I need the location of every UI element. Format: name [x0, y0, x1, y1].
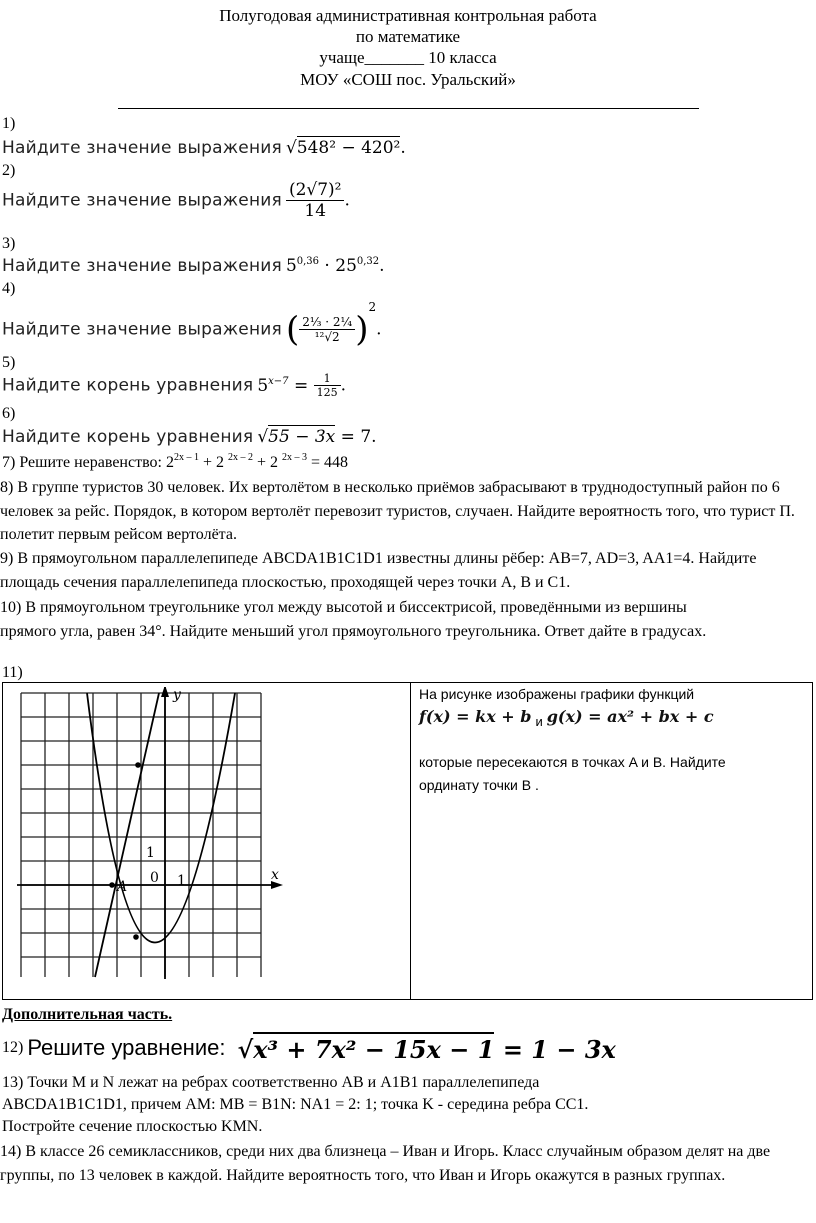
task3-tail: . [379, 256, 385, 276]
task3-expression [286, 256, 385, 276]
task12-radicand: x³ + 7x² − 15x − 1 [253, 1032, 494, 1064]
task5-lhs [257, 376, 313, 396]
task11-graph [13, 687, 293, 992]
point-a-label: A [117, 879, 128, 895]
task3-base2: 25 [335, 256, 357, 276]
point-a-marker [109, 882, 115, 888]
y-axis-arrow [161, 687, 169, 697]
task5-fraction [314, 372, 341, 399]
task5-number: 5) [2, 354, 16, 371]
task7-exp2: 2x – 2 [228, 452, 253, 463]
task13-line2: ABCDA1B1C1D1, причем AM: MB = B1N: NA1 = 2: 1; точка K - середина ребра CC1. [2, 1096, 589, 1113]
task6-radicand: 55 − 3x [268, 427, 336, 447]
task4 [2, 300, 382, 349]
task1-text: Найдите значение выражения [2, 138, 282, 158]
task12-equation: √x³ + 7x² − 15x − 1 = 1 − 3x [237, 1035, 615, 1064]
point-on-line-marker [135, 762, 141, 768]
task6-expression: √55 − 3x = 7. [257, 427, 377, 447]
task14-text: 14) В классе 26 семиклассников, среди них два близнеца – Иван и Игорь. Класс случайным образом делят на две группы, по 13 человек в каждой. Найдите вероятность того, что Иван и Игорь окажутся в разных группах. [0, 1143, 771, 1184]
header-title-line1: Полугодовая административная контрольная работа [219, 6, 597, 25]
task11-question-line2: ординату точки B . [419, 777, 539, 793]
task2-number: 2) [2, 162, 16, 179]
task10-text: 10) В прямоугольном треугольнике угол между высотой и биссектрисой, проведёнными из вершины прямого угла, равен 34°. Найдите меньший угол прямоугольного треугольника. Ответ дайте в градусах. [0, 599, 707, 640]
task2-denominator: 14 [304, 201, 327, 221]
task4-tail: . [376, 319, 382, 340]
task3-number: 3) [2, 235, 16, 252]
task5 [2, 372, 346, 399]
task2 [2, 180, 350, 221]
task4-text: Найдите значение выражения [2, 319, 282, 340]
task7-prefix: 7) Решите неравенство: 2 [2, 454, 174, 471]
function-f-formula: f(x) = kx + b [419, 707, 532, 726]
task13-line1: 13) Точки M и N лежат на ребрах соответственно AB и A1B1 параллелепипеда [2, 1074, 540, 1091]
task4-left-paren: ( [285, 309, 300, 350]
task3-exp1: 0,36 [296, 256, 320, 267]
task4-numerator: 2⅓ · 2¼ [299, 315, 355, 330]
task9-text: 9) В прямоугольном параллелепипеде ABCDA1B1C1D1 известны длины рёбер: AB=7, AD=3, AA1=4. Найдите площадь сечения параллелепипеда плоскостью, проходящей через точки A, B и C1. [0, 550, 757, 591]
task11-number: 11) [2, 664, 23, 681]
task4-fraction [299, 315, 355, 344]
table-divider [410, 683, 411, 999]
task2-text: Найдите значение выражения [2, 190, 282, 211]
task3-text: Найдите значение выражения [2, 256, 282, 276]
task6-rhs: = 7. [335, 427, 377, 447]
task13-line3: Постройте сечение плоскостью KMN. [2, 1118, 263, 1135]
task4-denominator: ¹²√2 [314, 329, 340, 344]
task1-tail: . [400, 138, 406, 158]
task2-fraction [286, 180, 345, 221]
task1 [2, 136, 406, 158]
task3-exp2: 0,32 [356, 256, 380, 267]
origin-label: 0 [150, 870, 159, 886]
task4-outer-exponent: 2 [368, 300, 377, 314]
task1-expression: √548² − 420². [285, 138, 406, 158]
line-f-graph [95, 693, 159, 977]
task12-rhs: = 1 − 3x [502, 1035, 616, 1064]
y-axis-label: y [173, 687, 181, 703]
task4-right-paren: ) [355, 309, 369, 350]
task1-number: 1) [2, 115, 16, 132]
header-school: МОУ «СОШ пос. Уральский» [300, 70, 516, 89]
header-subject: по математике [355, 27, 461, 46]
task11-functions [419, 707, 714, 729]
point-on-parabola-marker [133, 934, 139, 940]
extra-section-title: Дополнительная часть. [2, 1006, 173, 1023]
task6-text: Найдите корень уравнения [2, 427, 254, 447]
task5-base: 5 [257, 375, 269, 396]
task7 [2, 452, 348, 472]
task2-tail: . [344, 190, 350, 211]
task2-numerator: (2√7)² [286, 180, 345, 201]
task7-plus1: + 2 [198, 454, 228, 471]
task1-radicand: 548² − 420² [296, 138, 401, 158]
task5-text: Найдите корень уравнения [2, 375, 254, 396]
task5-numerator: 1 [314, 372, 341, 386]
task11-and: и [535, 714, 543, 729]
task7-plus2: + 2 [253, 454, 283, 471]
function-g-formula: g(x) = ax² + bx + c [546, 707, 714, 726]
task12-number: 12) [2, 1039, 24, 1056]
header-rule [118, 108, 699, 109]
task8-text: 8) В группе туристов 30 человек. Их вертолётом в несколько приёмов забрасывают в труднодоступный район по 6 человек за рейс. Порядок, в котором вертолёт перевозит туристов, случаен. Найдите вероятность того, что турист П. полетит первым рейсом вертолёта. [0, 479, 795, 543]
header-class-line: учаще_______ 10 класса [319, 48, 497, 67]
x-unit-label: 1 [177, 873, 186, 889]
task11-question-line1: которые пересекаются в точках A и B. Найдите [419, 754, 726, 770]
x-axis-label: x [271, 867, 279, 883]
task5-tail: . [340, 375, 347, 396]
task5-equals: = [288, 375, 314, 396]
task5-denominator: 125 [316, 386, 338, 399]
task4-number: 4) [2, 280, 16, 297]
task7-exp1: 2x – 1 [173, 452, 199, 463]
task11-intro: На рисунке изображены графики функций [419, 686, 695, 702]
task6-number: 6) [2, 405, 16, 422]
y-unit-label: 1 [146, 845, 155, 861]
task3-dot: · [319, 256, 336, 276]
task6 [2, 425, 377, 447]
task11-table [2, 682, 813, 1000]
task12-label: Решите уравнение: [27, 1035, 226, 1060]
task3-base1: 5 [285, 256, 297, 276]
task7-exp3: 2x – 3 [282, 452, 308, 463]
task3 [2, 256, 385, 276]
task12 [2, 1032, 616, 1064]
task7-suffix: = 448 [307, 454, 349, 471]
task5-exponent: x−7 [268, 375, 289, 387]
